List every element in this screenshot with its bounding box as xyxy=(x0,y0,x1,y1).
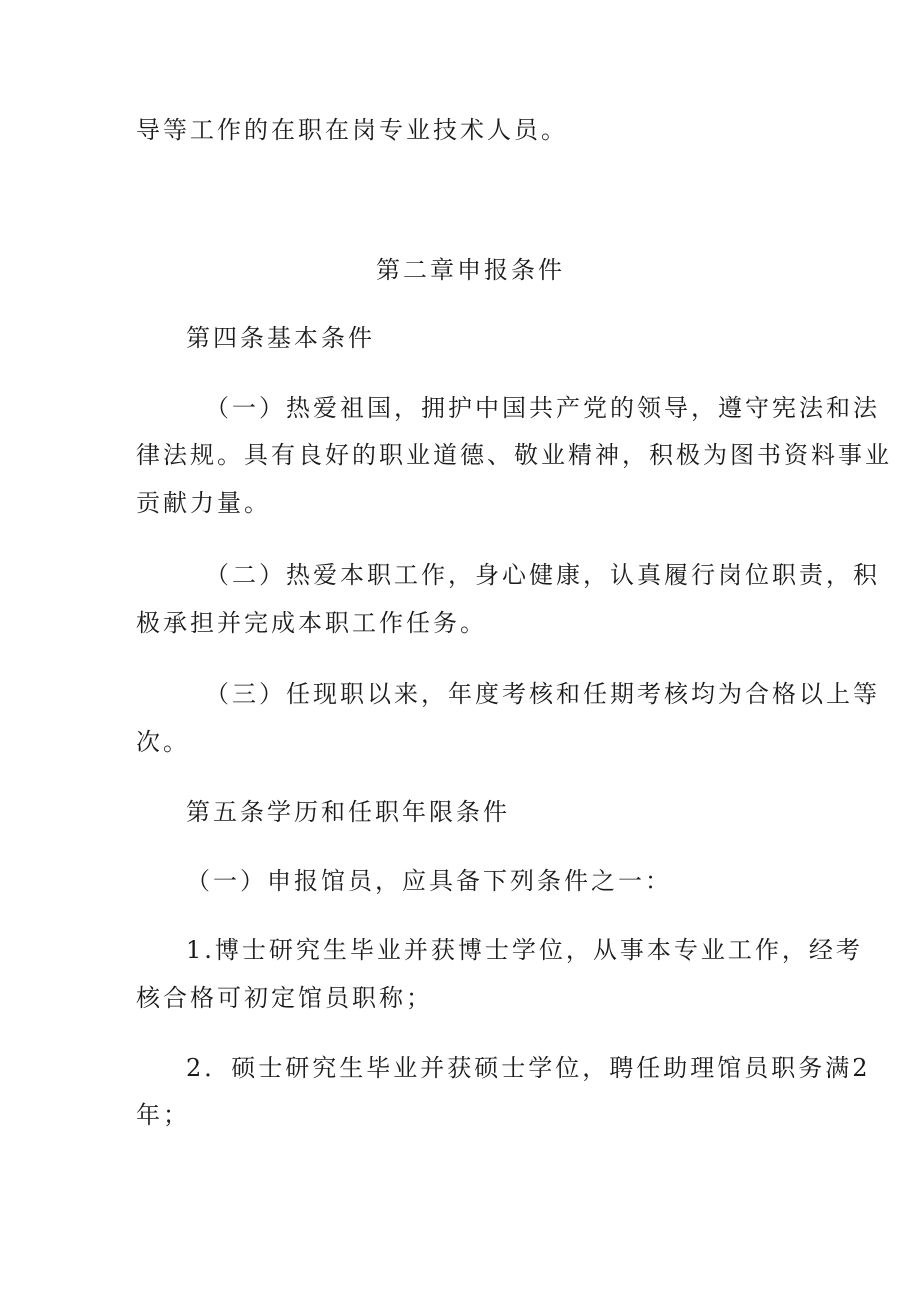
article4-item3-line1: （三）任现职以来，年度考核和任期考核均为合格以上等 xyxy=(205,680,880,708)
article5-point2-line1: 2．硕士研究生毕业并获硕士学位，聘任助理馆员职务满2 xyxy=(186,1054,871,1082)
article4-item1-line2: 律法规。具有良好的职业道德、敬业精神，积极为图书资料事业 xyxy=(136,441,892,469)
article4-item2-line2: 极承担并完成本职工作任务。 xyxy=(136,609,487,637)
chapter-title: 第二章申报条件 xyxy=(376,256,565,284)
article5-point2-line2: 年； xyxy=(136,1101,190,1129)
article4-item1-line1: （一）热爱祖国，拥护中国共产党的领导，遵守宪法和法 xyxy=(205,394,880,422)
article5-sub1: （一）申报馆员，应具备下列条件之一： xyxy=(186,867,672,895)
article4-title: 第四条基本条件 xyxy=(186,324,375,352)
article5-title: 第五条学历和任职年限条件 xyxy=(186,798,510,826)
article4-item2-line1: （二）热爱本职工作，身心健康，认真履行岗位职责，积 xyxy=(205,561,880,589)
article4-item1-line3: 贡献力量。 xyxy=(136,489,271,517)
article5-point1-line1: 1.博士研究生毕业并获博士学位，从事本专业工作，经考 xyxy=(186,936,863,964)
article4-item3-line2: 次。 xyxy=(136,728,190,756)
article5-point1-line2: 核合格可初定馆员职称； xyxy=(136,984,433,1012)
continuation-text: 导等工作的在职在岗专业技术人员。 xyxy=(136,116,568,144)
